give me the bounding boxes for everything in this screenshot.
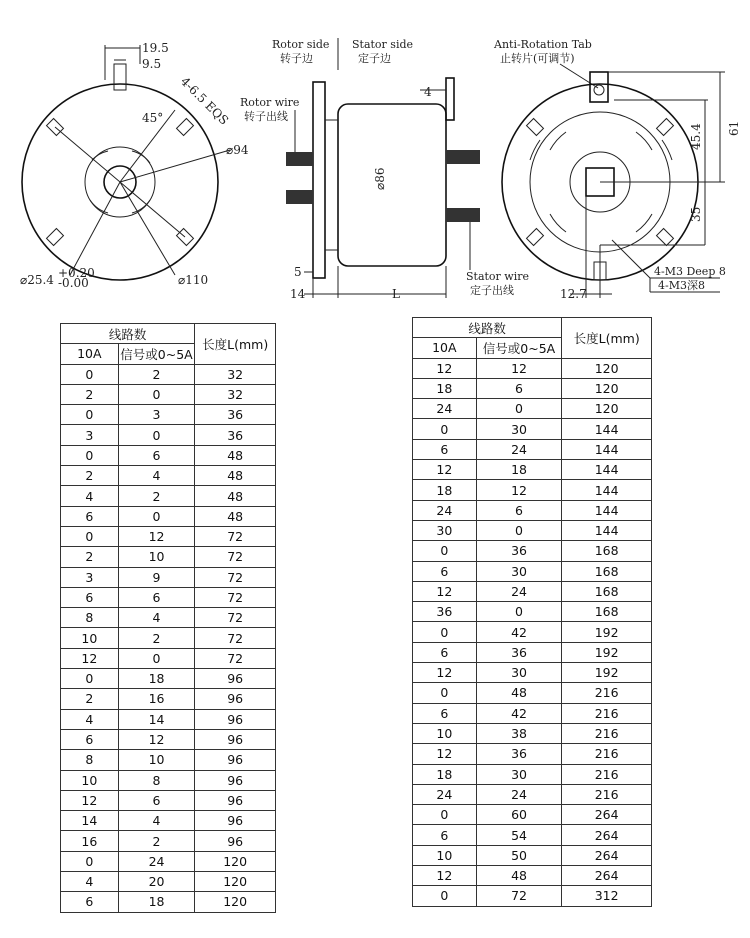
cell-length: 96 (195, 669, 276, 689)
cell-signal: 0 (118, 648, 195, 668)
cell-signal: 30 (476, 663, 562, 683)
cell-signal: 50 (476, 845, 562, 865)
dim-61: 61 (727, 120, 741, 136)
table-row (413, 581, 652, 601)
cell-signal: 0 (476, 602, 562, 622)
cell-signal: 4 (118, 466, 195, 486)
table-row (61, 445, 276, 465)
cell-signal: 6 (118, 790, 195, 810)
cell-signal: 42 (476, 622, 562, 642)
cell-signal: 2 (118, 831, 195, 851)
dim-outer: ⌀110 (178, 273, 209, 287)
cell-length: 144 (562, 520, 652, 540)
table-row (413, 866, 652, 886)
cell-signal: 48 (476, 683, 562, 703)
cell-length: 264 (562, 866, 652, 886)
cell-signal: 2 (118, 364, 195, 384)
cell-10a: 14 (61, 811, 119, 831)
table-row (413, 480, 652, 500)
cell-10a: 0 (61, 526, 119, 546)
table-row (61, 709, 276, 729)
circuits-header: 线路数 (413, 318, 562, 338)
cell-signal: 30 (476, 764, 562, 784)
cell-10a: 3 (61, 567, 119, 587)
rotor-wire-bundle-2 (286, 190, 313, 204)
cell-10a: 18 (413, 764, 477, 784)
cell-signal: 48 (476, 866, 562, 886)
cell-10a: 0 (413, 683, 477, 703)
cell-signal: 2 (118, 486, 195, 506)
dim-flange: 5 (294, 265, 302, 279)
dim-pcd: ⌀94 (226, 143, 249, 157)
cell-10a: 6 (61, 729, 119, 749)
cell-signal: 20 (118, 872, 195, 892)
table-row (61, 486, 276, 506)
cell-10a: 6 (61, 506, 119, 526)
rotor-side-label: Rotor side (272, 38, 330, 51)
table-row (413, 683, 652, 703)
cell-length: 72 (195, 547, 276, 567)
length-header: 长度L(mm) (195, 324, 276, 365)
table-row (61, 770, 276, 790)
cell-10a: 4 (61, 709, 119, 729)
cell-10a: 0 (413, 805, 477, 825)
cell-signal: 0 (118, 506, 195, 526)
cell-10a: 0 (61, 445, 119, 465)
cell-signal: 16 (118, 689, 195, 709)
cell-length: 216 (562, 784, 652, 804)
table-row (413, 460, 652, 480)
cell-10a: 2 (61, 384, 119, 404)
cell-signal: 4 (118, 811, 195, 831)
table-body (413, 358, 652, 906)
cell-10a: 12 (413, 744, 477, 764)
table-row (61, 425, 276, 445)
table-row (413, 764, 652, 784)
cell-length: 168 (562, 602, 652, 622)
cell-signal: 72 (476, 886, 562, 906)
cell-length: 312 (562, 886, 652, 906)
cell-10a: 18 (413, 378, 477, 398)
table-row (413, 419, 652, 439)
cell-signal: 30 (476, 561, 562, 581)
cell-length: 264 (562, 825, 652, 845)
cell-10a: 12 (413, 663, 477, 683)
table-row (61, 851, 276, 871)
table-row (413, 500, 652, 520)
cell-signal: 6 (118, 445, 195, 465)
dim-bore-tol-upper: +0.20 (58, 266, 95, 280)
cell-length: 96 (195, 689, 276, 709)
cell-10a: 12 (413, 581, 477, 601)
cell-signal: 36 (476, 541, 562, 561)
slip-ring-body (338, 104, 446, 266)
cell-10a: 12 (61, 790, 119, 810)
cell-10a: 8 (61, 750, 119, 770)
dim-holes: 4-6.5 EQS (177, 74, 232, 128)
dim-45-4: 45.4 (689, 123, 703, 150)
rotor-wire-label-cn: 转子出线 (244, 110, 288, 123)
table-row (61, 872, 276, 892)
signal-header: 信号或0~5A (476, 338, 562, 358)
cell-signal: 10 (118, 547, 195, 567)
dim-angle: 45° (142, 111, 164, 125)
table-row (61, 608, 276, 628)
cell-10a: 10 (61, 770, 119, 790)
cell-length: 96 (195, 790, 276, 810)
table-body (61, 364, 276, 912)
cell-signal: 18 (118, 669, 195, 689)
10a-header: 10A (413, 338, 477, 358)
cell-10a: 6 (413, 642, 477, 662)
cell-length: 48 (195, 445, 276, 465)
cell-10a: 24 (413, 784, 477, 804)
cell-length: 96 (195, 811, 276, 831)
cell-10a: 36 (413, 602, 477, 622)
cell-10a: 4 (61, 486, 119, 506)
rear-view (493, 38, 741, 301)
cell-10a: 0 (413, 886, 477, 906)
cell-length: 144 (562, 460, 652, 480)
cell-signal: 0 (476, 399, 562, 419)
cell-length: 72 (195, 526, 276, 546)
cell-10a: 24 (413, 500, 477, 520)
table-row (413, 520, 652, 540)
cell-length: 72 (195, 628, 276, 648)
cell-10a: 18 (413, 480, 477, 500)
table-row (61, 567, 276, 587)
table-row (413, 886, 652, 906)
cell-length: 96 (195, 729, 276, 749)
cell-length: 96 (195, 770, 276, 790)
cell-10a: 10 (61, 628, 119, 648)
cell-signal: 9 (118, 567, 195, 587)
threads-label: 4-M3 Deep 8 (654, 265, 726, 278)
cell-signal: 36 (476, 744, 562, 764)
cell-signal: 12 (118, 526, 195, 546)
stator-side-label-cn: 定子边 (358, 52, 391, 65)
anti-rotation-tab (446, 78, 454, 120)
cell-signal: 54 (476, 825, 562, 845)
cell-length: 144 (562, 439, 652, 459)
table-row (61, 790, 276, 810)
rotor-wire-label: Rotor wire (240, 96, 300, 109)
table-row (413, 622, 652, 642)
table-row (413, 663, 652, 683)
cell-10a: 0 (61, 851, 119, 871)
cell-length: 120 (562, 378, 652, 398)
stator-wire-bundle-1 (446, 150, 480, 164)
cell-10a: 12 (61, 648, 119, 668)
cell-length: 120 (562, 358, 652, 378)
cell-signal: 6 (476, 378, 562, 398)
dim-bore: ⌀25.4 (20, 273, 54, 287)
cell-length: 72 (195, 567, 276, 587)
cell-length: 36 (195, 405, 276, 425)
cell-length: 120 (562, 399, 652, 419)
cell-10a: 6 (413, 561, 477, 581)
cell-signal: 0 (118, 425, 195, 445)
dim-bore-tol-lower: -0.00 (58, 276, 89, 290)
dim-top-inner: 9.5 (142, 57, 162, 71)
cell-signal: 24 (476, 581, 562, 601)
cell-length: 216 (562, 703, 652, 723)
technical-drawing (0, 0, 750, 315)
side-view (240, 38, 529, 301)
table-row (61, 831, 276, 851)
table-row (413, 602, 652, 622)
cell-signal: 6 (476, 500, 562, 520)
cell-signal: 30 (476, 419, 562, 439)
cell-10a: 12 (413, 460, 477, 480)
cell-10a: 10 (413, 723, 477, 743)
cell-length: 96 (195, 709, 276, 729)
cell-signal: 0 (118, 384, 195, 404)
cell-10a: 0 (413, 622, 477, 642)
cell-signal: 12 (476, 358, 562, 378)
cell-signal: 42 (476, 703, 562, 723)
cell-signal: 6 (118, 587, 195, 607)
cell-10a: 6 (413, 825, 477, 845)
table-row (413, 805, 652, 825)
anti-rotation-label: Anti-Rotation Tab (494, 38, 592, 51)
table-row (61, 628, 276, 648)
cell-length: 48 (195, 466, 276, 486)
cell-signal: 60 (476, 805, 562, 825)
table-row (413, 378, 652, 398)
cell-10a: 16 (61, 831, 119, 851)
cell-signal: 12 (476, 480, 562, 500)
table-row (413, 399, 652, 419)
table-row (61, 384, 276, 404)
rear-tab (590, 72, 608, 102)
cell-10a: 0 (61, 364, 119, 384)
cell-length: 32 (195, 364, 276, 384)
cell-10a: 4 (61, 872, 119, 892)
table-row (413, 744, 652, 764)
table-row (413, 845, 652, 865)
cell-length: 72 (195, 608, 276, 628)
cell-length: 144 (562, 500, 652, 520)
table-row (61, 466, 276, 486)
cell-10a: 6 (413, 439, 477, 459)
cell-signal: 2 (118, 628, 195, 648)
cell-length: 168 (562, 581, 652, 601)
cell-signal: 3 (118, 405, 195, 425)
cell-length: 36 (195, 425, 276, 445)
table-row (61, 648, 276, 668)
cell-length: 96 (195, 750, 276, 770)
stator-wire-bundle-2 (446, 208, 480, 222)
table-row (61, 547, 276, 567)
table-row (413, 561, 652, 581)
table-row (61, 811, 276, 831)
table-row (61, 669, 276, 689)
cell-length: 192 (562, 663, 652, 683)
cell-signal: 4 (118, 608, 195, 628)
cell-length: 216 (562, 764, 652, 784)
cell-10a: 0 (61, 405, 119, 425)
front-view (20, 41, 249, 290)
cell-signal: 0 (476, 520, 562, 540)
cell-signal: 18 (476, 460, 562, 480)
stator-wire-label-cn: 定子出线 (470, 284, 514, 297)
table-row (61, 405, 276, 425)
table-row (413, 358, 652, 378)
rotor-wire-bundle-1 (286, 152, 313, 166)
cell-length: 216 (562, 744, 652, 764)
cell-signal: 8 (118, 770, 195, 790)
cell-10a: 2 (61, 547, 119, 567)
table-row (413, 703, 652, 723)
table-row (61, 729, 276, 749)
cell-signal: 18 (118, 892, 195, 912)
cell-length: 96 (195, 831, 276, 851)
spec-table-right (412, 317, 652, 907)
table-row (61, 689, 276, 709)
cell-10a: 6 (413, 703, 477, 723)
stator-side-label: Stator side (352, 38, 414, 51)
cell-signal: 38 (476, 723, 562, 743)
cell-10a: 2 (61, 466, 119, 486)
table-row (61, 526, 276, 546)
cell-10a: 0 (61, 669, 119, 689)
rotor-side-label-cn: 转子边 (280, 52, 313, 65)
cell-length: 120 (195, 892, 276, 912)
dim-length: L (392, 287, 400, 301)
cell-length: 168 (562, 541, 652, 561)
table-row (413, 439, 652, 459)
cell-signal: 10 (118, 750, 195, 770)
cell-length: 168 (562, 561, 652, 581)
cell-length: 192 (562, 622, 652, 642)
cell-signal: 14 (118, 709, 195, 729)
cell-10a: 24 (413, 399, 477, 419)
cell-signal: 24 (476, 439, 562, 459)
cell-10a: 30 (413, 520, 477, 540)
cell-10a: 2 (61, 689, 119, 709)
cell-10a: 6 (61, 892, 119, 912)
cell-signal: 24 (118, 851, 195, 871)
dim-body: ⌀86 (373, 167, 387, 190)
cell-signal: 36 (476, 642, 562, 662)
circuits-header: 线路数 (61, 324, 195, 344)
cell-length: 48 (195, 506, 276, 526)
cell-length: 120 (195, 851, 276, 871)
length-header: 长度L(mm) (562, 318, 652, 359)
dim-offset: 14 (290, 287, 306, 301)
key-slot (114, 64, 126, 90)
cell-length: 264 (562, 805, 652, 825)
flange (313, 82, 325, 278)
threads-label-cn: 4-M3深8 (658, 279, 705, 292)
cell-10a: 10 (413, 845, 477, 865)
cell-10a: 8 (61, 608, 119, 628)
cell-length: 192 (562, 642, 652, 662)
table-row (413, 784, 652, 804)
table-row (61, 587, 276, 607)
cell-length: 264 (562, 845, 652, 865)
signal-header: 信号或0~5A (118, 344, 195, 364)
cell-10a: 0 (413, 541, 477, 561)
table-row (61, 506, 276, 526)
cell-signal: 24 (476, 784, 562, 804)
cell-length: 216 (562, 723, 652, 743)
cell-10a: 3 (61, 425, 119, 445)
table-row (413, 541, 652, 561)
table-row (413, 642, 652, 662)
cell-10a: 0 (413, 419, 477, 439)
cell-10a: 6 (61, 587, 119, 607)
cell-length: 144 (562, 419, 652, 439)
table-row (61, 364, 276, 384)
cell-length: 216 (562, 683, 652, 703)
dim-12-7: 12.7 (560, 287, 587, 301)
anti-rotation-label-cn: 止转片(可调节) (500, 52, 575, 65)
spec-table-left (60, 323, 276, 913)
table-row (413, 723, 652, 743)
cell-10a: 12 (413, 358, 477, 378)
dim-35: 35 (689, 206, 703, 222)
10a-header: 10A (61, 344, 119, 364)
cell-length: 144 (562, 480, 652, 500)
cell-10a: 12 (413, 866, 477, 886)
table-row (61, 892, 276, 912)
cell-length: 120 (195, 872, 276, 892)
cell-length: 72 (195, 587, 276, 607)
dim-tab: 4 (424, 85, 432, 99)
table-row (61, 750, 276, 770)
stator-wire-label: Stator wire (466, 270, 530, 283)
table-row (413, 825, 652, 845)
cell-length: 32 (195, 384, 276, 404)
dim-top-outer: 19.5 (142, 41, 169, 55)
cell-signal: 12 (118, 729, 195, 749)
cell-length: 72 (195, 648, 276, 668)
cell-length: 48 (195, 486, 276, 506)
